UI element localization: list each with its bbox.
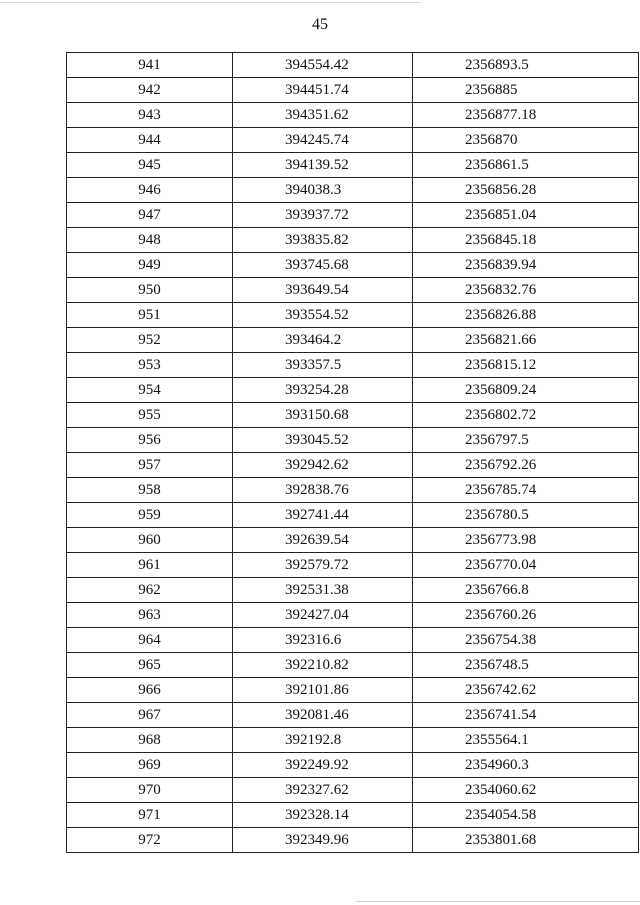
scan-edge-bottom: [356, 901, 640, 902]
point-number-cell: 972: [67, 828, 233, 853]
point-number-cell: 946: [67, 178, 233, 203]
y-coordinate-cell: 2356773.98: [413, 528, 639, 553]
x-coordinate-cell: 392192.8: [233, 728, 413, 753]
y-coordinate-cell: 2356832.76: [413, 278, 639, 303]
table-row: [67, 78, 639, 103]
y-coordinate-cell: 2356766.8: [413, 578, 639, 603]
table-row: [67, 103, 639, 128]
table-row: [67, 378, 639, 403]
x-coordinate-cell: 392327.62: [233, 778, 413, 803]
x-coordinate-cell: 394451.74: [233, 78, 413, 103]
y-coordinate-cell: 2356797.5: [413, 428, 639, 453]
table-row: [67, 353, 639, 378]
table-row: [67, 828, 639, 853]
x-coordinate-cell: 393745.68: [233, 253, 413, 278]
x-coordinate-cell: 392101.86: [233, 678, 413, 703]
y-coordinate-cell: 2354060.62: [413, 778, 639, 803]
point-number-cell: 962: [67, 578, 233, 603]
point-number-cell: 941: [67, 53, 233, 78]
scan-edge-top: [0, 2, 420, 3]
table-row: [67, 678, 639, 703]
y-coordinate-cell: 2356845.18: [413, 228, 639, 253]
y-coordinate-cell: 2356760.26: [413, 603, 639, 628]
y-coordinate-cell: 2356780.5: [413, 503, 639, 528]
y-coordinate-cell: 2355564.1: [413, 728, 639, 753]
y-coordinate-cell: 2356770.04: [413, 553, 639, 578]
point-number-cell: 956: [67, 428, 233, 453]
y-coordinate-cell: 2356885: [413, 78, 639, 103]
point-number-cell: 968: [67, 728, 233, 753]
table-row: [67, 753, 639, 778]
point-number-cell: 960: [67, 528, 233, 553]
x-coordinate-cell: 393835.82: [233, 228, 413, 253]
table-row: [67, 403, 639, 428]
point-number-cell: 948: [67, 228, 233, 253]
point-number-cell: 954: [67, 378, 233, 403]
point-number-cell: 971: [67, 803, 233, 828]
x-coordinate-cell: 392249.92: [233, 753, 413, 778]
y-coordinate-cell: 2356754.38: [413, 628, 639, 653]
y-coordinate-cell: 2356826.88: [413, 303, 639, 328]
table-row: [67, 53, 639, 78]
y-coordinate-cell: 2356861.5: [413, 153, 639, 178]
point-number-cell: 942: [67, 78, 233, 103]
table-row: [67, 203, 639, 228]
x-coordinate-cell: 392838.76: [233, 478, 413, 503]
y-coordinate-cell: 2354960.3: [413, 753, 639, 778]
x-coordinate-cell: 394139.52: [233, 153, 413, 178]
table-row: [67, 278, 639, 303]
y-coordinate-cell: 2356809.24: [413, 378, 639, 403]
x-coordinate-cell: 392349.96: [233, 828, 413, 853]
y-coordinate-cell: 2356851.04: [413, 203, 639, 228]
y-coordinate-cell: 2356742.62: [413, 678, 639, 703]
point-number-cell: 964: [67, 628, 233, 653]
x-coordinate-cell: 393937.72: [233, 203, 413, 228]
table-row: [67, 453, 639, 478]
x-coordinate-cell: 393649.54: [233, 278, 413, 303]
x-coordinate-cell: 392081.46: [233, 703, 413, 728]
table-row: [67, 553, 639, 578]
table-row: [67, 778, 639, 803]
y-coordinate-cell: 2353801.68: [413, 828, 639, 853]
table-row: [67, 628, 639, 653]
x-coordinate-cell: 393150.68: [233, 403, 413, 428]
point-number-cell: 958: [67, 478, 233, 503]
point-number-cell: 947: [67, 203, 233, 228]
y-coordinate-cell: 2356839.94: [413, 253, 639, 278]
table-row: [67, 578, 639, 603]
x-coordinate-cell: 392942.62: [233, 453, 413, 478]
point-number-cell: 953: [67, 353, 233, 378]
point-number-cell: 955: [67, 403, 233, 428]
y-coordinate-cell: 2356815.12: [413, 353, 639, 378]
point-number-cell: 970: [67, 778, 233, 803]
table-row: [67, 603, 639, 628]
y-coordinate-cell: 2354054.58: [413, 803, 639, 828]
y-coordinate-cell: 2356741.54: [413, 703, 639, 728]
x-coordinate-cell: 393254.28: [233, 378, 413, 403]
x-coordinate-cell: 394038.3: [233, 178, 413, 203]
point-number-cell: 944: [67, 128, 233, 153]
point-number-cell: 952: [67, 328, 233, 353]
table-row: [67, 703, 639, 728]
x-coordinate-cell: 393464.2: [233, 328, 413, 353]
x-coordinate-cell: 392531.38: [233, 578, 413, 603]
y-coordinate-cell: 2356821.66: [413, 328, 639, 353]
x-coordinate-cell: 392579.72: [233, 553, 413, 578]
table-row: [67, 803, 639, 828]
coordinates-table-body: [67, 53, 639, 853]
point-number-cell: 950: [67, 278, 233, 303]
table-row: [67, 478, 639, 503]
table-row: [67, 128, 639, 153]
y-coordinate-cell: 2356748.5: [413, 653, 639, 678]
point-number-cell: 949: [67, 253, 233, 278]
y-coordinate-cell: 2356792.26: [413, 453, 639, 478]
table-row: [67, 178, 639, 203]
point-number-cell: 957: [67, 453, 233, 478]
x-coordinate-cell: 393357.5: [233, 353, 413, 378]
point-number-cell: 961: [67, 553, 233, 578]
table-row: [67, 503, 639, 528]
point-number-cell: 945: [67, 153, 233, 178]
point-number-cell: 967: [67, 703, 233, 728]
table-row: [67, 728, 639, 753]
point-number-cell: 943: [67, 103, 233, 128]
point-number-cell: 951: [67, 303, 233, 328]
x-coordinate-cell: 394245.74: [233, 128, 413, 153]
table-row: [67, 528, 639, 553]
point-number-cell: 959: [67, 503, 233, 528]
coordinates-table: [66, 52, 639, 853]
point-number-cell: 965: [67, 653, 233, 678]
x-coordinate-cell: 392328.14: [233, 803, 413, 828]
table-row: [67, 153, 639, 178]
point-number-cell: 966: [67, 678, 233, 703]
y-coordinate-cell: 2356870: [413, 128, 639, 153]
table-row: [67, 303, 639, 328]
table-row: [67, 228, 639, 253]
y-coordinate-cell: 2356802.72: [413, 403, 639, 428]
table-row: [67, 253, 639, 278]
y-coordinate-cell: 2356877.18: [413, 103, 639, 128]
x-coordinate-cell: 393554.52: [233, 303, 413, 328]
x-coordinate-cell: 392427.04: [233, 603, 413, 628]
x-coordinate-cell: 392316.6: [233, 628, 413, 653]
point-number-cell: 963: [67, 603, 233, 628]
x-coordinate-cell: 392741.44: [233, 503, 413, 528]
y-coordinate-cell: 2356856.28: [413, 178, 639, 203]
table-row: [67, 328, 639, 353]
table-row: [67, 428, 639, 453]
x-coordinate-cell: 394351.62: [233, 103, 413, 128]
x-coordinate-cell: 393045.52: [233, 428, 413, 453]
x-coordinate-cell: 392210.82: [233, 653, 413, 678]
point-number-cell: 969: [67, 753, 233, 778]
x-coordinate-cell: 392639.54: [233, 528, 413, 553]
x-coordinate-cell: 394554.42: [233, 53, 413, 78]
page-number: 45: [312, 16, 328, 33]
table-row: [67, 653, 639, 678]
y-coordinate-cell: 2356785.74: [413, 478, 639, 503]
y-coordinate-cell: 2356893.5: [413, 53, 639, 78]
